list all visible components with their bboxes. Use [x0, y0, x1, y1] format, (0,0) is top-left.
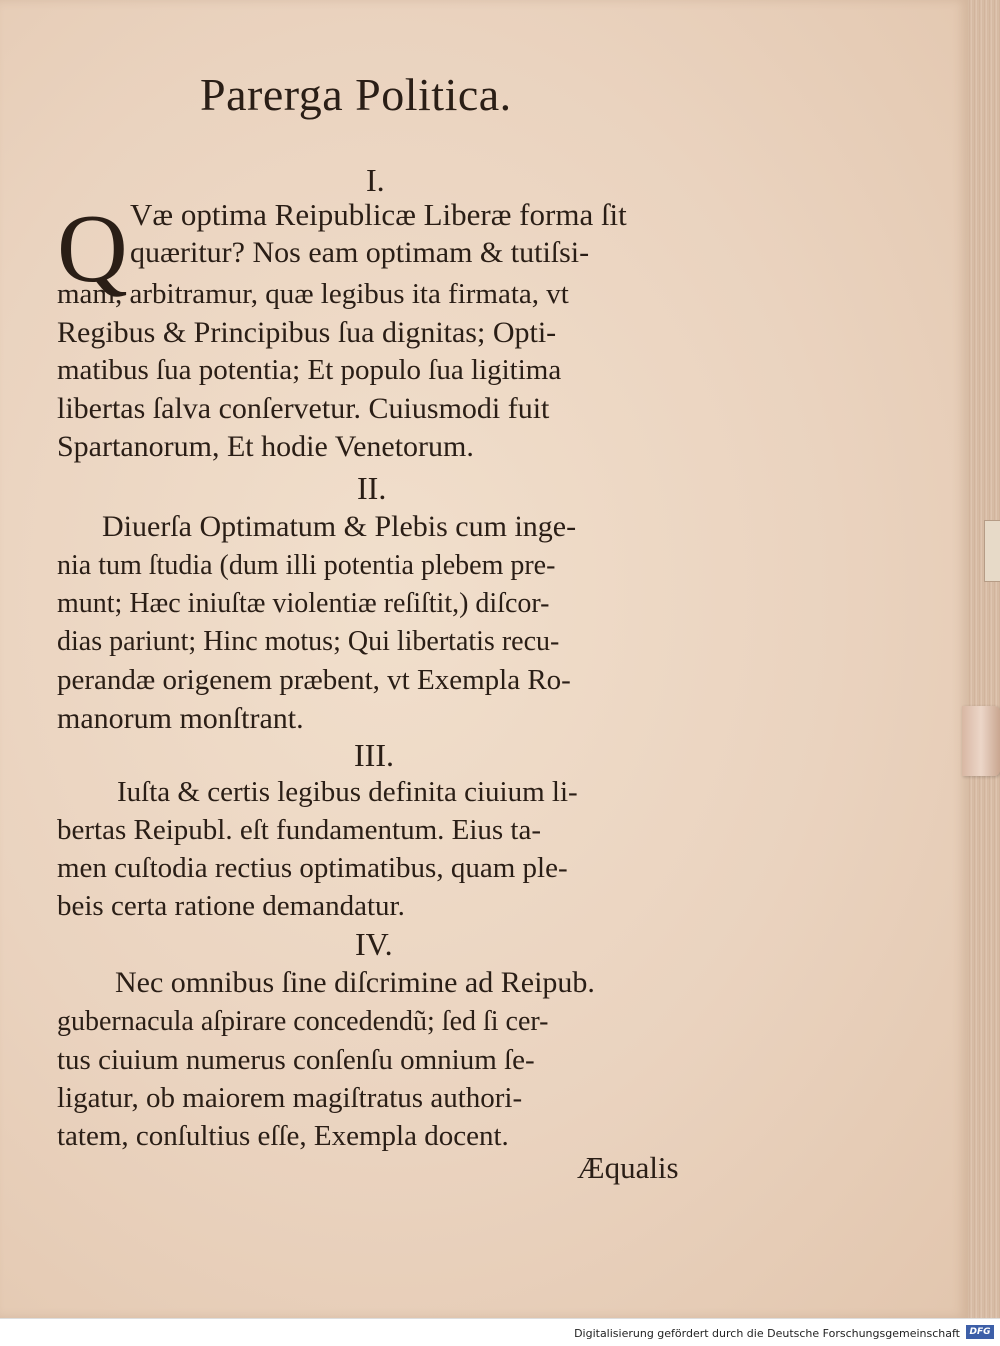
bookmark-ribbon — [962, 706, 1000, 776]
text-line: Nec omnibus ſine diſcrimine ad Reipub. — [115, 966, 595, 999]
dropcap-letter: Q — [57, 195, 128, 303]
section-numeral-2: II. — [357, 470, 387, 506]
text-line: Spartanorum, Et hodie Venetorum. — [57, 430, 474, 463]
footer-credit: Digitalisierung gefördert durch die Deutsche Forschungsgemeinschaft — [574, 1327, 960, 1340]
section-numeral-4: IV. — [355, 926, 393, 962]
text-line: tatem, conſultius eſſe, Exempla docent. — [57, 1120, 509, 1152]
text-line: bertas Reipubl. eſt fundamentum. Eius ta- — [57, 814, 542, 846]
text-line: munt; Hæc iniuſtæ violentiæ reſiſtit,) diſcor- — [57, 588, 550, 619]
text-line: Regibus & Principibus ſua dignitas; Opti- — [57, 316, 557, 349]
dfg-logo: DFG — [966, 1325, 994, 1339]
text-line: quæritur? Nos eam optimam & tutiſsi- — [130, 236, 590, 269]
text-line: Væ optima Reipublicæ Liberæ forma ſit — [130, 197, 627, 232]
text-line: nia tum ſtudia (dum illi potentia plebem pre- — [57, 550, 556, 581]
footer-bar — [0, 1318, 1000, 1346]
text-line: perandæ origenem præbent, vt Exempla Ro- — [57, 664, 571, 696]
text-line: men cuſtodia rectius optimatibus, quam ple- — [57, 852, 568, 884]
page-title: Parerga Politica. — [200, 69, 512, 120]
catchword: Æqualis — [577, 1150, 679, 1185]
text-line: dias pariunt; Hinc motus; Qui libertatis recu- — [57, 626, 560, 657]
text-line: ligatur, ob maiorem magiſtratus authori- — [57, 1082, 523, 1114]
text-line: tus ciuium numerus conſenſu omnium ſe- — [57, 1044, 535, 1076]
page-edge — [968, 0, 1000, 1318]
section-numeral-1: I. — [366, 162, 385, 198]
text-line: mam, arbitramur, quæ legibus ita firmata, vt — [57, 278, 569, 310]
section-numeral-3: III. — [354, 737, 394, 773]
text-line: libertas ſalva conſervetur. Cuiusmodi fuit — [57, 392, 550, 425]
text-line: manorum monſtrant. — [57, 702, 304, 735]
edge-tab — [984, 520, 1000, 582]
text-line: beis certa ratione demandatur. — [57, 890, 405, 922]
text-line: Diuerſa Optimatum & Plebis cum inge- — [102, 510, 577, 543]
text-line: matibus ſua potentia; Et populo ſua ligitima — [57, 354, 562, 386]
text-line: gubernacula aſpirare concedendũ; ſed ſi cer- — [57, 1006, 549, 1037]
text-line: Iuſta & certis legibus definita ciuium li- — [117, 776, 578, 808]
